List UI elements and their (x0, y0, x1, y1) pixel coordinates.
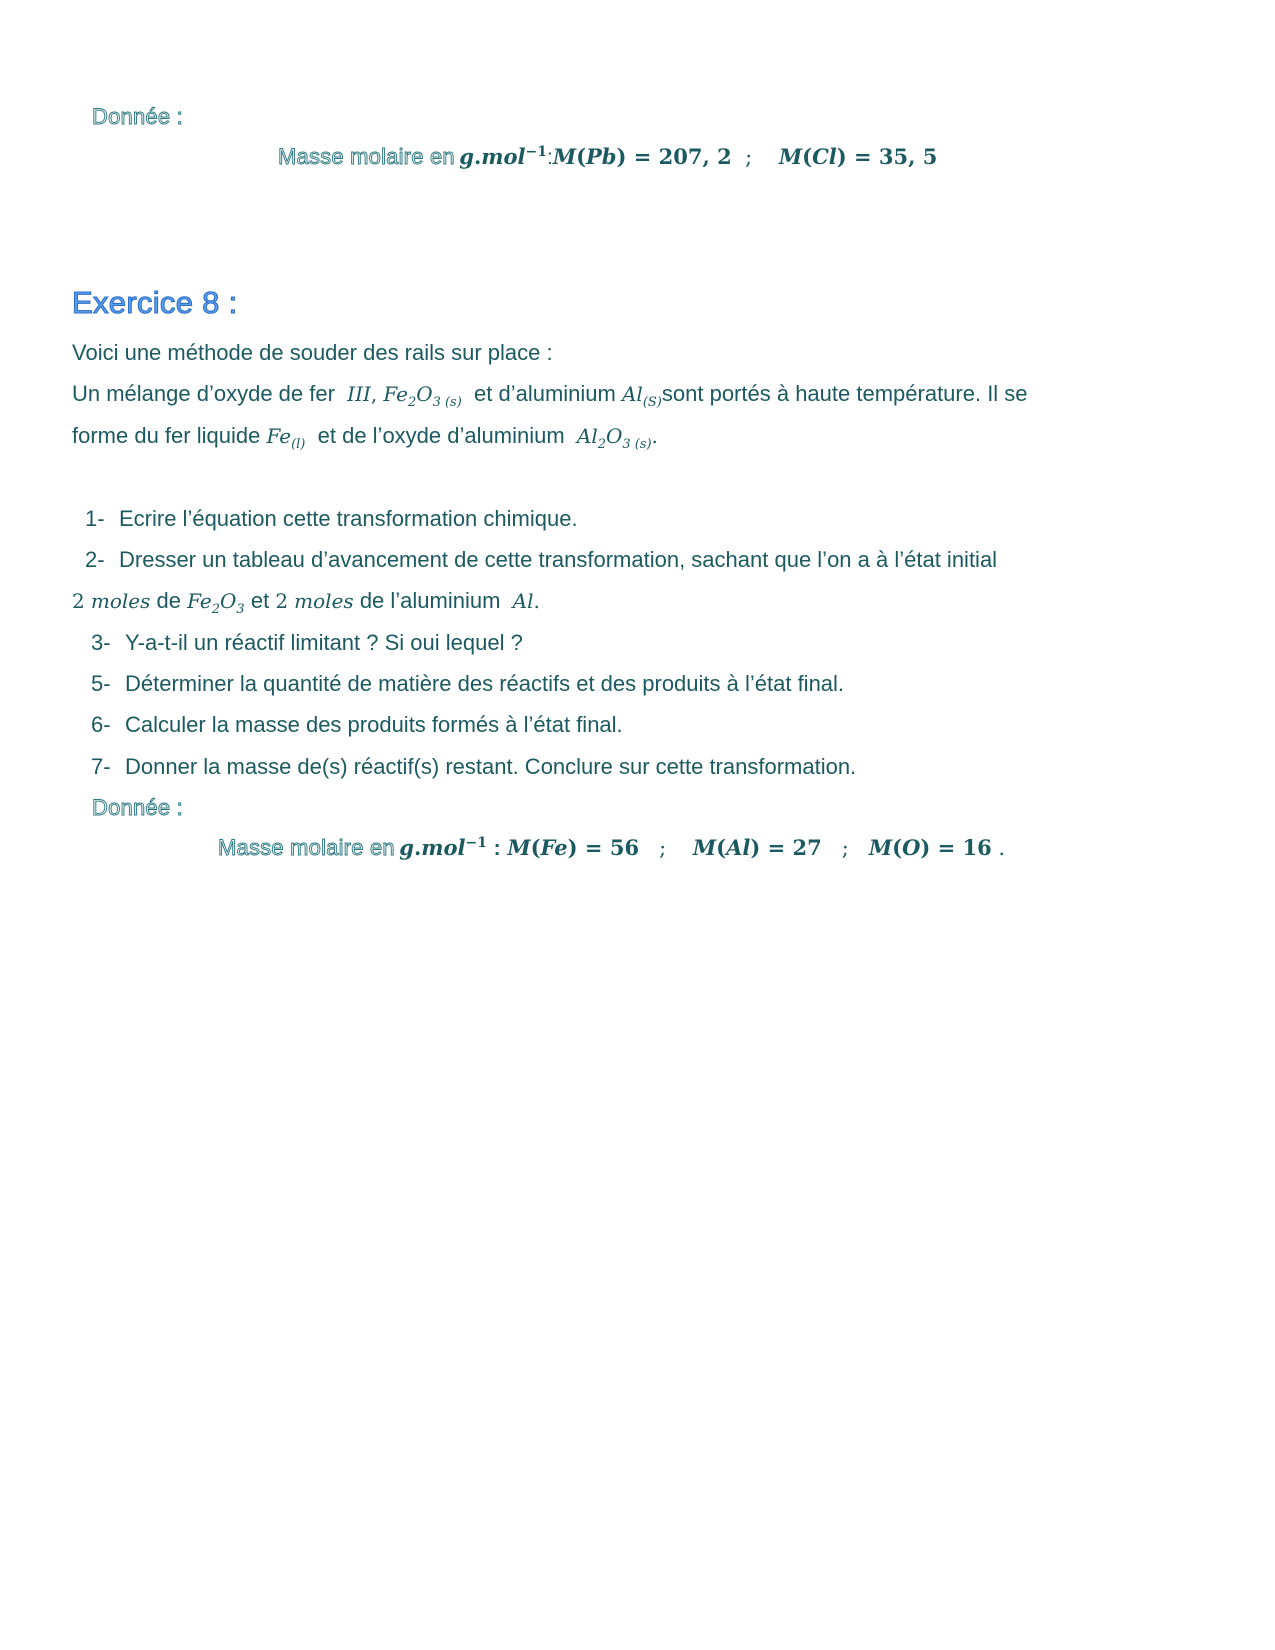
formula-fe2o3: $Fe_2O_3$ $_{(s)}$ (383, 382, 462, 410)
question-2: 2- Dresser un tableau d’avancement de cette transformation, sachant que l’on a à l’état initial (85, 547, 998, 572)
formula-al-s: $Al_{(S)}$ (621, 382, 662, 410)
molar-mass-line-1 (278, 144, 937, 170)
exercise-paragraph-line-1: Un mélange d’oxyde de fer III, $Fe_2O_3$ $_{(s)}$ et d’aluminium $Al_{(S)}sont$ portés à haute température. Il se (72, 381, 1028, 410)
question-7: 7- Donner la masse de(s) réactif(s) restant. Conclure sur cette transformation. (91, 754, 857, 779)
question-1: 1- Ecrire l’équation cette transformation chimique. (85, 506, 578, 531)
formula-fe-l: $Fe_{(l)}$ (266, 424, 306, 452)
exercise-paragraph-line-2: forme du fer liquide $Fe_{(l)}$ et de l’oxyde d’aluminium $Al_2O_3$ $_{(s)}$. (72, 423, 658, 452)
formula-fe2o3-q2: $Fe_2O_3$ (187, 589, 245, 617)
data-label-2: Donnée : (92, 795, 183, 820)
question-2-continuation: 2 moles de $Fe_2O_3$ et 2 moles de l’aluminium Al. (72, 588, 540, 617)
question-6: 6- Calculer la masse des produits formés à l’état final. (91, 712, 623, 737)
exercise-title: Exercice 8 : (72, 285, 238, 320)
question-3: 3- Y-a-t-il un réactif limitant ? Si oui lequel ? (91, 630, 523, 655)
exercise-intro: Voici une méthode de souder des rails sur place : (72, 340, 553, 365)
molar-mass-line-2 (218, 835, 1005, 861)
data-label-1: Donnée : (92, 104, 183, 129)
molar-mass-formula-2: g.mol$^{-1}$ : M(Fe) = 56 ; M(Al) = 27 ; M(O) = 16 . (399, 835, 1006, 860)
question-5: 5- Déterminer la quantité de matière des réactifs et des produits à l’état final. (91, 671, 845, 696)
formula-al2o3: $Al_2O_3$ $_{(s)}$ (576, 424, 652, 452)
molar-mass-prefix-2: Masse molaire en (218, 835, 395, 860)
molar-mass-formula-1: g.mol$^{-1}$:M(Pb) = 207, 2 ; M(Cl) = 35, 5 (459, 144, 938, 169)
molar-mass-prefix: Masse molaire en (278, 144, 455, 169)
